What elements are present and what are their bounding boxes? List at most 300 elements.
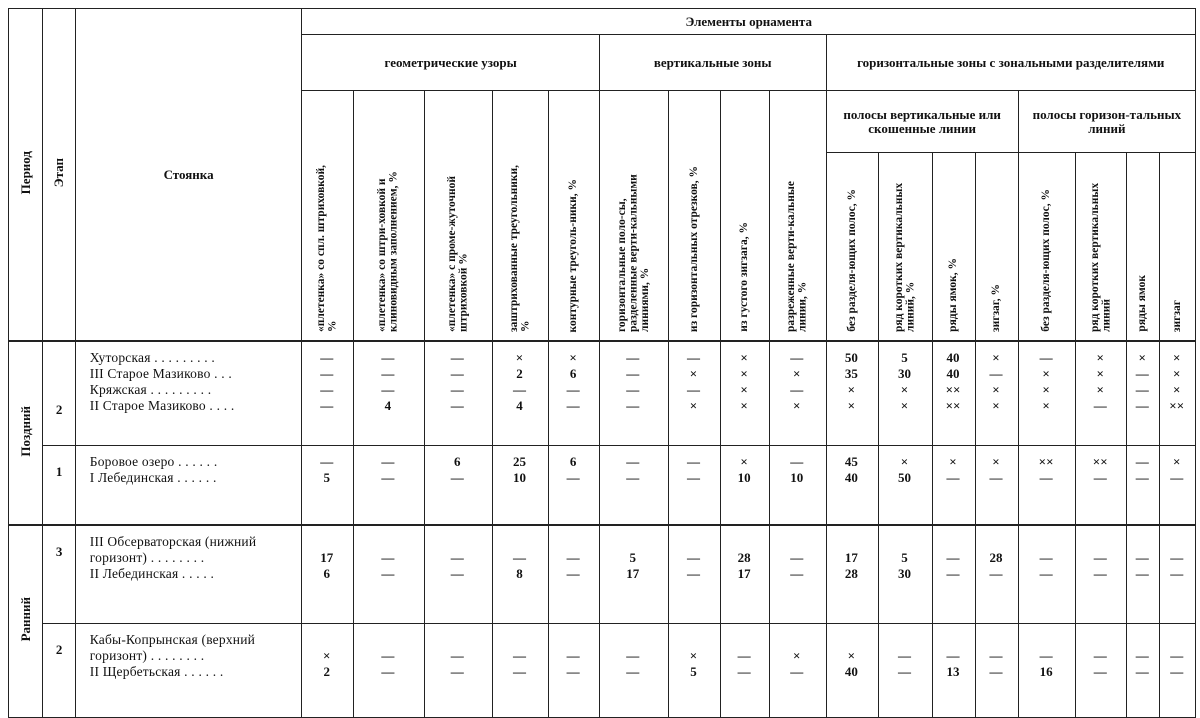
site-name: II Щербетьская . . . . . . (89, 663, 224, 679)
bands-vert-header: полосы вертикальные или скошенные линии (826, 91, 1018, 153)
value-cell (769, 341, 826, 445)
cell-value: — (1135, 550, 1149, 565)
col-header: ряды ямок (1127, 153, 1160, 342)
cell-value: — (626, 647, 640, 663)
cell-value: × (1042, 366, 1050, 381)
cell-value: — (381, 350, 395, 365)
cell-value: 6 (453, 453, 461, 469)
cell-value: × (740, 366, 748, 381)
value-cell (1076, 525, 1127, 623)
cell-value (1019, 534, 1074, 550)
value-cell (354, 623, 425, 717)
cell-value (669, 632, 719, 648)
cell-value: — (1170, 647, 1184, 663)
value-cell (769, 623, 826, 717)
cell-value (1160, 632, 1193, 648)
cell-value: — (381, 453, 395, 469)
cell-value (1019, 632, 1074, 648)
cell-value: 16 (1039, 663, 1053, 679)
value-cell (668, 445, 721, 525)
cell-value: 4 (384, 398, 392, 413)
cell-value: × (1096, 382, 1104, 397)
value-cell (492, 341, 549, 445)
cell-value: — (1170, 550, 1184, 565)
cell-value: — (989, 469, 1003, 485)
cell-value: — (1170, 566, 1184, 581)
cell-value: 50 (844, 350, 858, 365)
value-cell (549, 623, 600, 717)
col-header: из горизонтальных отрезков, % (668, 91, 721, 342)
cell-value: — (450, 366, 464, 381)
cell-value: — (381, 647, 395, 663)
cell-value: — (626, 350, 640, 365)
cell-value: — (566, 566, 580, 581)
site-cell (75, 623, 302, 717)
cell-value (425, 632, 490, 648)
cell-value: — (946, 469, 960, 485)
value-cell (302, 341, 354, 445)
value-cell (1076, 623, 1127, 717)
cell-value: × (792, 647, 801, 663)
value-cell (302, 445, 354, 525)
cell-value: — (1135, 453, 1149, 469)
value-cell (769, 525, 826, 623)
cell-value: — (946, 647, 960, 663)
cell-value: 30 (897, 566, 911, 581)
value-cell (976, 445, 1019, 525)
cell-value: — (450, 398, 464, 413)
cell-value: × (900, 453, 909, 469)
cell-value: 17 (626, 566, 640, 581)
site-name: III Обсерваторская (нижний (89, 534, 257, 549)
value-cell (976, 623, 1019, 717)
cell-value: — (790, 350, 804, 365)
cell-value: × (1096, 366, 1104, 381)
cell-value (933, 632, 974, 648)
cell-value: — (790, 566, 804, 581)
cell-value: — (897, 647, 911, 663)
value-cell (826, 525, 879, 623)
cell-value: 6 (323, 566, 330, 581)
value-cell (549, 341, 600, 445)
cell-value: — (381, 382, 395, 397)
value-cell (599, 445, 668, 525)
cell-value: × (740, 350, 748, 365)
cell-value: — (626, 398, 640, 413)
site-name: горизонт) . . . . . . . . (89, 647, 205, 663)
value-cell (826, 445, 879, 525)
value-cell (668, 623, 721, 717)
cell-value: — (1039, 566, 1053, 581)
cell-value (976, 632, 1016, 648)
elements-header: Элементы орнамента (302, 9, 1196, 35)
cell-value: 28 (989, 550, 1003, 565)
value-cell (1127, 341, 1160, 445)
cell-value (827, 632, 877, 648)
cell-value: — (1135, 647, 1149, 663)
value-cell (492, 445, 549, 525)
cell-value: — (450, 350, 464, 365)
cell-value: × (740, 453, 748, 469)
value-cell (1018, 623, 1076, 717)
cell-value (669, 534, 719, 550)
cell-value: — (626, 453, 640, 469)
cell-value: — (686, 469, 700, 485)
cell-value (1127, 632, 1157, 648)
value-cell (1018, 445, 1076, 525)
cell-value: 17 (844, 550, 858, 565)
value-cell (721, 445, 770, 525)
site-name: Хуторская . . . . . . . . . (89, 350, 215, 365)
cell-value: — (626, 382, 640, 397)
site-name: II Лебединская . . . . . (89, 566, 215, 581)
site-name: Боровое озеро . . . . . . (89, 453, 218, 469)
cell-value: 4 (516, 398, 523, 413)
geo-header: геометрические узоры (302, 35, 599, 91)
cell-value (976, 534, 1016, 550)
value-cell (668, 341, 721, 445)
col-header: ряды ямок, % (932, 153, 976, 342)
cell-value: — (320, 398, 334, 413)
cell-value (933, 534, 974, 550)
cell-value: 10 (512, 469, 526, 485)
value-cell (879, 341, 933, 445)
cell-value: — (450, 566, 464, 581)
value-cell (1076, 341, 1127, 445)
value-cell (424, 525, 492, 623)
value-cell (492, 525, 549, 623)
cell-value: × (689, 647, 698, 663)
stage-cell: 2 (43, 341, 75, 445)
cell-value: ×× (1038, 453, 1054, 469)
cell-value: — (686, 566, 700, 581)
cell-value: ×× (945, 398, 961, 413)
col-header: ряд коротких вертикальных линий (1076, 153, 1127, 342)
cell-value (1076, 534, 1124, 550)
cell-value: — (1135, 382, 1149, 397)
cell-value: 2 (323, 663, 330, 679)
cell-value: 5 (323, 469, 330, 485)
cell-value: — (450, 469, 464, 485)
site-name: II Старое Мазиково . . . . (89, 398, 235, 413)
cell-value: — (626, 469, 640, 485)
cell-value: × (992, 382, 1000, 397)
cell-value: × (1138, 350, 1146, 365)
cell-value: — (1093, 647, 1107, 663)
value-cell (1076, 445, 1127, 525)
cell-value: 35 (844, 366, 858, 381)
value-cell (1160, 341, 1196, 445)
cell-value: × (740, 398, 748, 413)
col-header: зигзаг (1160, 153, 1196, 342)
cell-value: — (566, 647, 580, 663)
stage-cell: 3 (43, 525, 75, 623)
table-row (9, 623, 1196, 717)
cell-value: — (897, 663, 911, 679)
value-cell (932, 341, 976, 445)
cell-value: — (1135, 566, 1149, 581)
cell-value: — (381, 366, 395, 381)
cell-value (721, 632, 767, 648)
value-cell (354, 445, 425, 525)
site-name: Кабы-Копрынская (верхний (89, 631, 256, 647)
cell-value (493, 632, 547, 648)
col-header: «плетенка» с проме-жуточной штриховкой % (424, 91, 492, 342)
table-row (9, 341, 1196, 445)
cell-value: — (450, 550, 464, 565)
cell-value: — (512, 647, 526, 663)
value-cell (879, 445, 933, 525)
cell-value (827, 534, 877, 550)
cell-value: — (989, 663, 1003, 679)
cell-value: — (686, 382, 700, 397)
cell-value: — (320, 350, 334, 365)
cell-value: 8 (516, 566, 523, 581)
cell-value: × (1172, 453, 1181, 469)
cell-value: — (512, 663, 526, 679)
cell-value: — (1093, 469, 1107, 485)
vert-zones-header: вертикальные зоны (599, 35, 826, 91)
col-header: зигзаг, % (976, 153, 1019, 342)
cell-value: ×× (1092, 453, 1108, 469)
value-cell (721, 623, 770, 717)
site-name: Кряжская . . . . . . . . . (89, 382, 212, 397)
value-cell (1018, 341, 1076, 445)
cell-value: — (626, 663, 640, 679)
cell-value: 6 (569, 366, 577, 381)
cell-value: × (992, 398, 1000, 413)
cell-value (770, 632, 824, 648)
cell-value (493, 534, 547, 550)
value-cell (424, 445, 492, 525)
value-cell (354, 341, 425, 445)
cell-value: × (1042, 382, 1050, 397)
col-header: контурные треуголь-ники, % (549, 91, 600, 342)
site-name: III Старое Мазиково . . . (89, 366, 233, 381)
cell-value: × (569, 350, 577, 365)
cell-value: — (686, 453, 700, 469)
cell-value: ×× (1169, 398, 1185, 413)
cell-value: — (946, 550, 960, 565)
cell-value: — (790, 453, 804, 469)
col-header: заштрихованные треугольники, % (492, 91, 549, 342)
value-cell (1160, 525, 1196, 623)
cell-value: — (1135, 663, 1149, 679)
cell-value: 25 (512, 453, 526, 469)
cell-value: — (320, 366, 334, 381)
value-cell (599, 341, 668, 445)
cell-value: 10 (737, 469, 751, 485)
value-cell (354, 525, 425, 623)
cell-value: — (737, 647, 751, 663)
cell-value: — (566, 382, 580, 397)
cell-value (302, 534, 351, 550)
cell-value: 28 (844, 566, 858, 581)
value-cell (424, 623, 492, 717)
cell-value: — (1093, 550, 1107, 565)
value-cell (976, 525, 1019, 623)
period-cell: Поздний (9, 341, 43, 525)
cell-value (354, 534, 422, 550)
cell-value (549, 632, 597, 648)
cell-value: 40 (844, 663, 858, 679)
value-cell (932, 445, 976, 525)
site-cell (75, 341, 302, 445)
cell-value: — (320, 453, 334, 469)
value-cell (302, 525, 354, 623)
cell-value: × (992, 453, 1000, 469)
cell-value: × (323, 647, 331, 663)
cell-value: — (1135, 398, 1149, 413)
cell-value: × (847, 647, 856, 663)
cell-value (354, 632, 422, 648)
value-cell (769, 445, 826, 525)
cell-value: — (381, 566, 395, 581)
horiz-zones-header: горизонтальные зоны с зональными разделителями (826, 35, 1195, 91)
value-cell (1127, 525, 1160, 623)
cell-value: — (566, 398, 580, 413)
cell-value: — (1135, 469, 1149, 485)
period-header: Период (9, 9, 43, 342)
table-row (9, 525, 1196, 623)
period-cell: Ранний (9, 525, 43, 717)
cell-value: — (450, 647, 464, 663)
value-cell (1018, 525, 1076, 623)
cell-value (600, 632, 666, 648)
cell-value: 5 (901, 350, 908, 365)
cell-value: × (689, 366, 698, 381)
cell-value: — (1039, 550, 1053, 565)
cell-value: 10 (790, 469, 804, 485)
cell-value: — (989, 366, 1003, 381)
cell-value (1076, 632, 1124, 648)
cell-value: × (689, 398, 698, 413)
value-cell (492, 623, 549, 717)
value-cell (1160, 445, 1196, 525)
stage-cell: 2 (43, 623, 75, 717)
cell-value: × (900, 398, 909, 413)
value-cell (976, 341, 1019, 445)
col-header: разреженные верти-кальные линии, % (769, 91, 826, 342)
cell-value (721, 534, 767, 550)
cell-value: — (320, 382, 334, 397)
col-header: «плетенка» со спл. штриховкой, % (302, 91, 354, 342)
cell-value: × (847, 382, 856, 397)
cell-value: — (566, 550, 580, 565)
value-cell (549, 445, 600, 525)
cell-value (302, 632, 351, 648)
value-cell (879, 623, 933, 717)
cell-value: × (1172, 366, 1181, 381)
cell-value: — (1093, 398, 1107, 413)
cell-value: — (989, 647, 1003, 663)
cell-value: — (566, 663, 580, 679)
cell-value: — (1135, 366, 1149, 381)
col-header: горизонтальные поло-сы, разделенные верти-кальными линиями, % (599, 91, 668, 342)
cell-value: — (381, 550, 395, 565)
cell-value: — (1039, 647, 1053, 663)
cell-value (549, 534, 597, 550)
cell-value: ×× (945, 382, 961, 397)
table-row (9, 445, 1196, 525)
cell-value: × (1172, 382, 1181, 397)
stage-cell: 1 (43, 445, 75, 525)
cell-value: — (790, 663, 804, 679)
col-header: ряд коротких вертикальных линий, % (879, 153, 933, 342)
cell-value: — (381, 469, 395, 485)
cell-value: — (450, 663, 464, 679)
cell-value (425, 534, 490, 550)
cell-value: × (847, 398, 856, 413)
value-cell (879, 525, 933, 623)
table-body (9, 341, 1196, 717)
site-header: Стоянка (75, 9, 302, 342)
cell-value: 50 (897, 469, 911, 485)
cell-value: — (946, 566, 960, 581)
cell-value: × (515, 350, 524, 365)
cell-value (600, 534, 666, 550)
cell-value (1127, 534, 1157, 550)
cell-value: — (686, 550, 700, 565)
value-cell (826, 341, 879, 445)
cell-value: 40 (946, 350, 960, 365)
cell-value (770, 534, 824, 550)
cell-value: × (992, 350, 1000, 365)
cell-value: — (1170, 469, 1184, 485)
cell-value: × (1096, 350, 1104, 365)
cell-value: 5 (901, 550, 908, 565)
cell-value: × (740, 382, 748, 397)
cell-value: × (900, 382, 909, 397)
cell-value: — (790, 382, 804, 397)
bands-horiz-header: полосы горизон-тальных линий (1018, 91, 1195, 153)
cell-value: 30 (897, 366, 911, 381)
cell-value: — (381, 663, 395, 679)
value-cell (549, 525, 600, 623)
cell-value: — (790, 550, 804, 565)
cell-value (1160, 534, 1193, 550)
value-cell (932, 525, 976, 623)
site-name: I Лебединская . . . . . . (89, 469, 217, 485)
cell-value: 13 (946, 663, 960, 679)
cell-value: — (1170, 663, 1184, 679)
value-cell (424, 341, 492, 445)
value-cell (1127, 445, 1160, 525)
cell-value: — (1039, 469, 1053, 485)
cell-value: × (792, 398, 801, 413)
cell-value: — (686, 350, 700, 365)
cell-value: — (1093, 566, 1107, 581)
cell-value: — (1039, 350, 1053, 365)
cell-value (879, 534, 930, 550)
value-cell (1160, 623, 1196, 717)
cell-value: × (1042, 398, 1050, 413)
cell-value: 17 (320, 550, 334, 565)
cell-value: — (566, 469, 580, 485)
value-cell (668, 525, 721, 623)
cell-value: 5 (690, 663, 697, 679)
cell-value: — (626, 366, 640, 381)
cell-value: 28 (737, 550, 751, 565)
cell-value: 6 (569, 453, 577, 469)
col-header: без разделя-ющих полос, % (826, 153, 879, 342)
col-header: из густого зигзага, % (721, 91, 770, 342)
value-cell (721, 525, 770, 623)
cell-value: 40 (844, 469, 858, 485)
cell-value: 45 (844, 453, 858, 469)
site-name: горизонт) . . . . . . . . (89, 550, 205, 565)
cell-value (879, 632, 930, 648)
